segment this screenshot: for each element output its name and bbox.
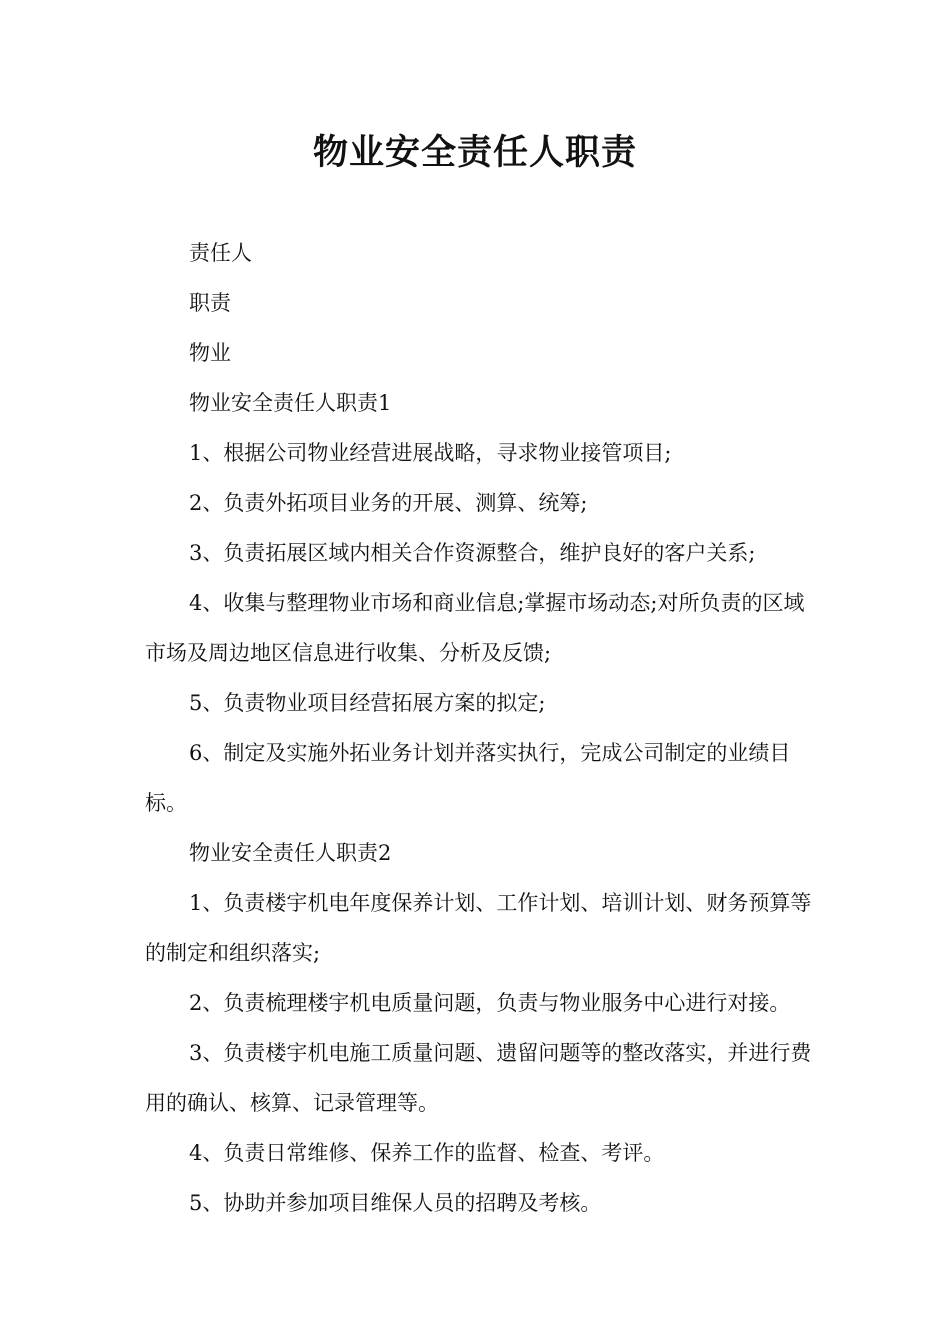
list-item: 3、负责楼宇机电施工质量问题、遗留问题等的整改落实，并进行费用的确认、核算、记录管理等。 (145, 1041, 812, 1115)
list-item: 4、收集与整理物业市场和商业信息;掌握市场动态;对所负责的区域市场及周边地区信息进行收集、分析及反馈; (145, 591, 805, 665)
list-item: 1、负责楼宇机电年度保养计划、工作计划、培训计划、财务预算等的制定和组织落实; (145, 891, 812, 965)
list-item: 2、负责外拓项目业务的开展、测算、统筹; (189, 491, 588, 515)
list-item: 3、负责拓展区域内相关合作资源整合，维护良好的客户关系; (189, 541, 756, 565)
paragraph-responsible-person: 责任人 (189, 241, 252, 265)
list-item: 5、负责物业项目经营拓展方案的拟定; (189, 691, 546, 715)
paragraph-duties: 职责 (189, 291, 231, 315)
list-item: 1、根据公司物业经营进展战略，寻求物业接管项目; (189, 441, 672, 465)
list-item: 4、负责日常维修、保养工作的监督、检查、考评。 (189, 1141, 665, 1165)
list-item: 5、协助并参加项目维保人员的招聘及考核。 (189, 1191, 602, 1215)
document-title: 物业安全责任人职责 (312, 133, 637, 173)
list-item: 2、负责梳理楼宇机电质量问题，负责与物业服务中心进行对接。 (189, 991, 791, 1015)
document-body (145, 228, 820, 1228)
section-heading-1: 物业安全责任人职责1 (189, 391, 392, 415)
paragraph-property: 物业 (189, 341, 231, 365)
section-heading-2: 物业安全责任人职责2 (189, 841, 392, 865)
list-item: 6、制定及实施外拓业务计划并落实执行，完成公司制定的业绩目标。 (145, 741, 791, 815)
